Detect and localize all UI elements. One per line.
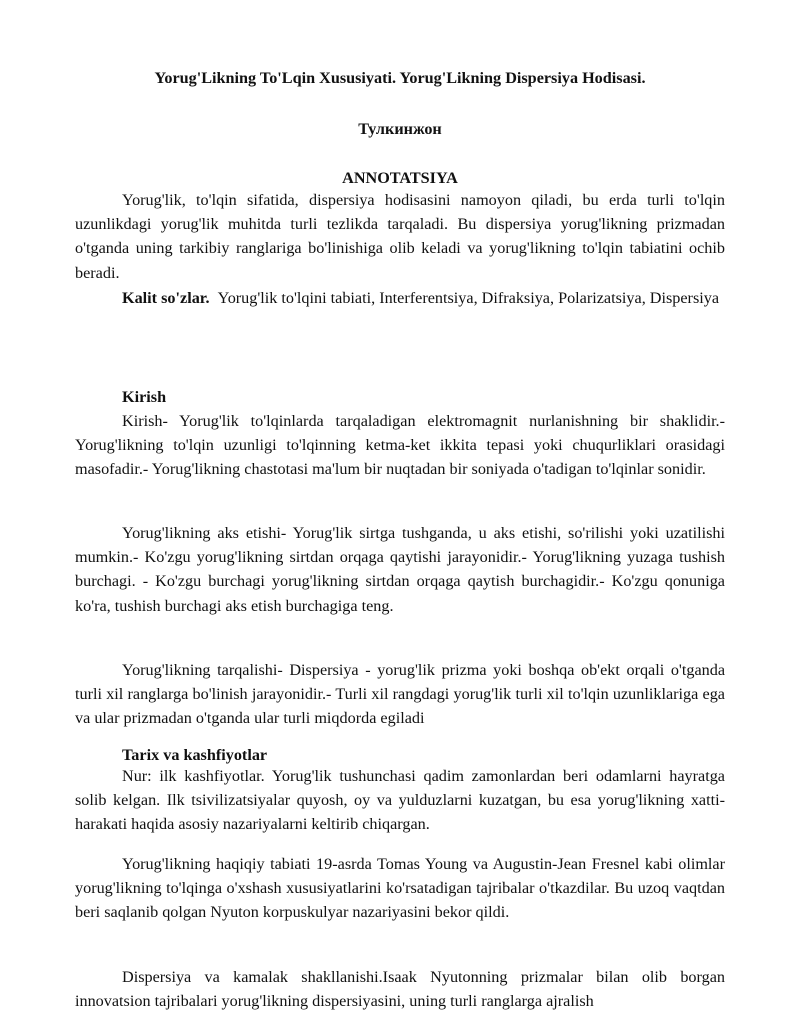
document-title: Yorug'Likning To'Lqin Xususiyati. Yorug'Likning Dispersiya Hodisasi. — [154, 69, 646, 87]
history-paragraph-2: Yorug'likning haqiqiy tabiati 19-asrda Tomas Young va Augustin-Jean Fresnel kabi olimlar yorug'likning to'lqinga o'xshash xususiyatlarini ko'rsatadigan tajribalar o'tkazdilar. Bu uzoq vaqtdan beri saqlanib qolgan Nyuton korpuskulyar nazariyasini bekor qildi. — [75, 855, 725, 922]
keywords-text: Yorug'lik to'lqini tabiati, Interferentsiya, Difraksiya, Polarizatsiya, Dispersiya — [217, 289, 720, 307]
author-name: Тулкинжон — [358, 120, 442, 138]
keywords-paragraph — [75, 286, 725, 310]
history-paragraph-3: Dispersiya va kamalak shakllanishi.Isaak Nyutonning prizmalar bilan olib borgan innovatsion tajribalari yorug'likning dispersiyasini, uning turli ranglarga ajralish — [75, 968, 725, 1011]
intro-heading: Kirish — [122, 388, 167, 406]
intro-paragraph-2: Yorug'likning aks etishi- Yorug'lik sirtga tushganda, u aks etishi, so'rilishi yoki uzatilishi mumkin.- Ko'zgu yorug'likning sirtdan orqaga qaytishi jarayonidir.- Yorug'likning yuzaga tushish burchagi. - Ko'zgu burchagi yorug'likning sirtdan orqaga qaytish burchagidir.- Ko'zgu qonuniga ko'ra, tushish burchagi aks etish burchagiga teng. — [75, 524, 725, 615]
annotation-paragraph: Yorug'lik, to'lqin sifatida, dispersiya hodisasini namoyon qiladi, bu erda turli to'lqin uzunlikdagi yorug'lik muhitda turli tezlikda tarqaladi. Bu dispersiya yorug'likning prizmadan o'tganda uning tarkibiy ranglariga bo'linishiga olib keladi va yorug'likning to'lqin tabiatini ochib beradi. — [75, 191, 725, 282]
annotation-heading: ANNOTATSIYA — [342, 169, 458, 187]
intro-paragraph-3: Yorug'likning tarqalishi- Dispersiya - yorug'lik prizma yoki boshqa ob'ekt orqali o'tganda turli xil ranglarga bo'linish jarayonidir.- Turli xil rangdagi yorug'lik turli xil to'lqin uzunliklariga ega va ular prizmadan o'tganda ular turli miqdorda egiladi — [75, 661, 725, 728]
history-paragraph-1: Nur: ilk kashfiyotlar. Yorug'lik tushunchasi qadim zamonlardan beri odamlarni hayratga solib kelgan. Ilk tsivilizatsiyalar quyosh, oy va yulduzlarni kuzatgan, bu esa yorug'likning xatti-harakati haqida asosiy nazariyalarni keltirib chiqargan. — [75, 767, 725, 834]
keywords-label: Kalit so'zlar. — [122, 289, 210, 307]
intro-paragraph-1: Kirish- Yorug'lik to'lqinlarda tarqaladigan elektromagnit nurlanishning bir shaklidir.- Yorug'likning to'lqin uzunligi to'lqinning ketma-ket ikkita tepasi yoki chuqurliklari orasidagi masofadir.- Yorug'likning chastotasi ma'lum bir nuqtadan bir soniyada o'tadigan to'lqinlar sonidir. — [75, 412, 725, 479]
history-heading: Tarix va kashfiyotlar — [122, 746, 268, 764]
